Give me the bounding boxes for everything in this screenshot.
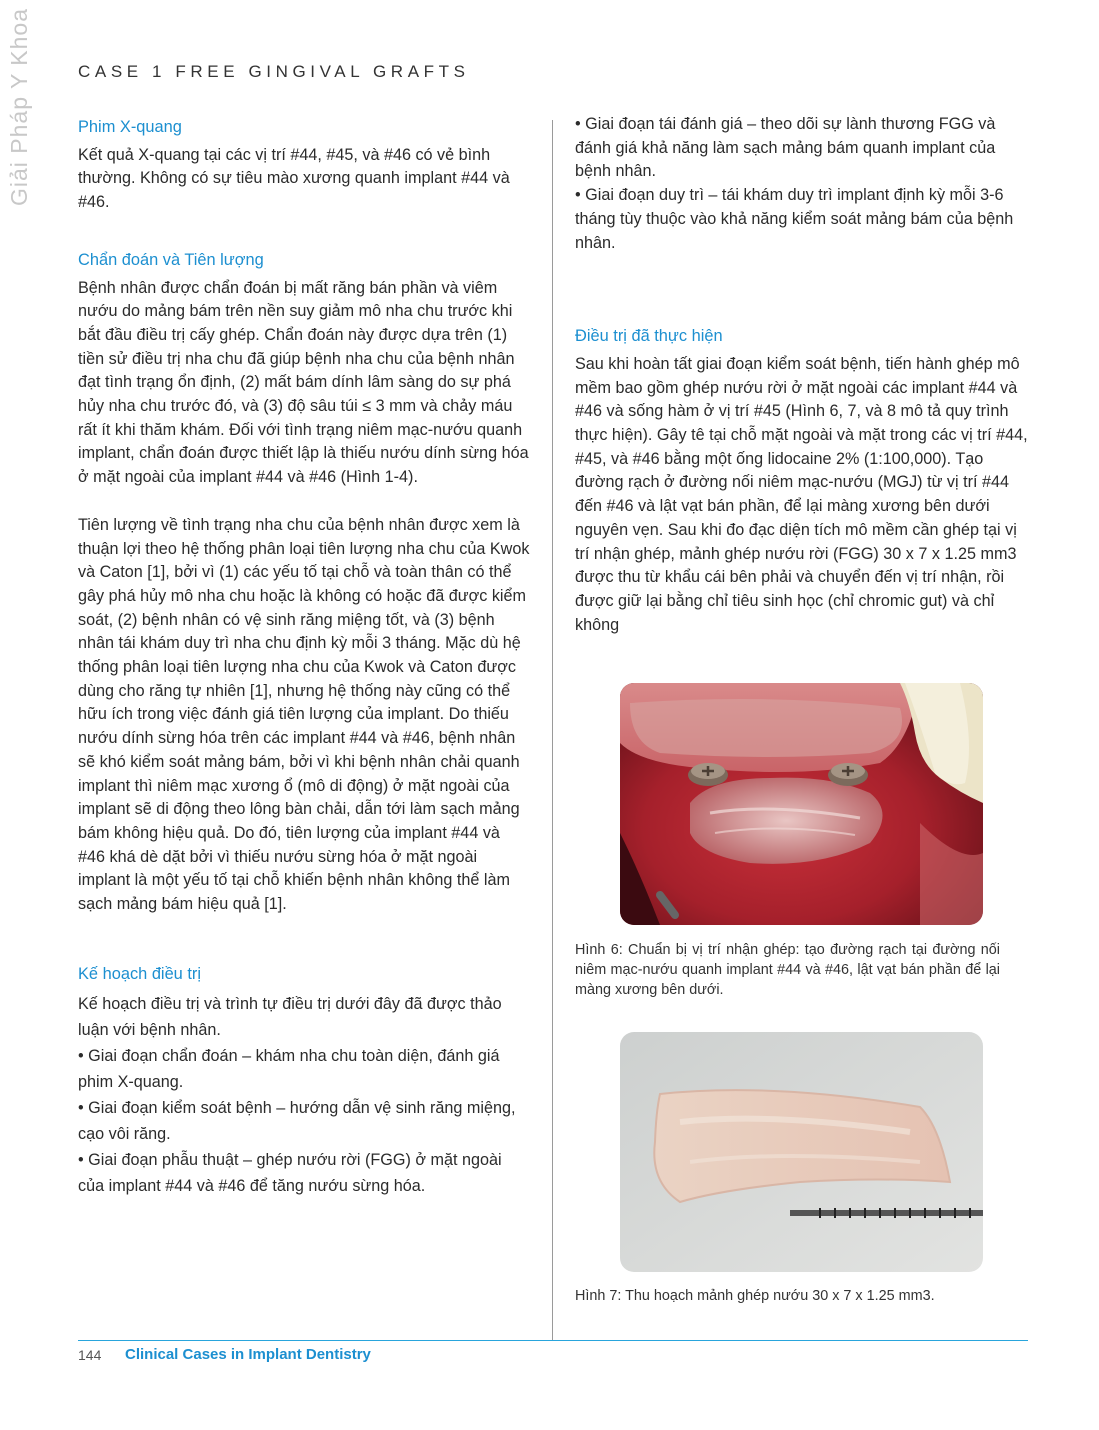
xray-heading: Phim X-quang	[78, 118, 182, 136]
figure-7-photo	[620, 1032, 983, 1272]
right-column	[575, 113, 1030, 637]
plan-item-maintenance: • Giai đoạn duy trì – tái khám duy trì implant định kỳ mỗi 3-6 tháng tùy thuộc vào khả năng kiểm soát mảng bám của bệnh nhân.	[575, 186, 1014, 252]
xray-paragraph: Kết quả X-quang tại các vị trí #44, #45, và #46 có vẻ bình thường. Không có sự tiêu mào xương quanh implant #44 và #46.	[78, 145, 510, 212]
diagnosis-paragraph: Bệnh nhân được chẩn đoán bị mất răng bán phần và viêm nướu do mảng bám trên nền suy giảm mô nha chu trước khi bắt đầu điều trị cấy ghép. Chẩn đoán này được dựa trên (1) tiền sử điều trị nha chu đã giúp bệnh nha chu của bệnh nhân đạt tình trạng ổn định, (2) mất bám dính lâm sàng do sự phá hủy nha chu trước đó, và (3) độ sâu túi ≤ 3 mm và chảy máu rất ít khi thăm khám. Đối với tình trạng niêm mạc-nướu quanh implant, chẩn đoán được thiết lập là thiếu nướu dính sừng hóa ở mặt ngoài của implant #44 và #46 (Hình 1-4).	[78, 278, 529, 487]
book-title: Clinical Cases in Implant Dentistry	[125, 1346, 371, 1363]
page-number: 144	[78, 1347, 102, 1363]
left-column	[78, 116, 530, 1199]
prognosis-paragraph: Tiên lượng về tình trạng nha chu của bệnh nhân được xem là thuận lợi theo hệ thống phân loại tiên lượng nha chu của Kwok và Caton [1], bởi vì (1) các yếu tố tại chỗ và toàn thân có thể gây phá hủy mô nha chu hoặc là không có hoặc đã được kiểm soát, (2) bệnh nhân có vệ sinh răng miệng tốt, và (3) bệnh nhân tái khám duy trì nha chu định kỳ mỗi 3 tháng. Mặc dù hệ thống phân loại tiên lượng nha chu của Kwok và Caton được dùng cho răng tự nhiên [1], nhưng hệ thống này cũng có thể hữu ích trong việc đánh giá tiên lượng của implant. Do thiếu nướu dính sừng hóa trên các implant #44 và #46, bệnh nhân sẽ khó kiểm soát mảng bám, bởi vì khi bệnh nhân chải quanh implant thì niêm mạc xương ổ (mô di động) ở mặt ngoài của implant sẽ di động theo lông bàn chải, dẫn tới làm sạch mảng bám không hiệu quả. Do đó, tiên lượng của implant #44 và #46 khá dè dặt bởi vì thiếu nướu sừng hóa ở mặt ngoài implant là một yếu tố tại chỗ khiến bệnh nhân không thể làm sạch mảng bám hiệu quả [1].	[78, 515, 530, 914]
treatment-heading: Điều trị đã thực hiện	[575, 327, 723, 346]
plan-intro: Kế hoạch điều trị và trình tự điều trị dưới đây đã được thảo luận với bệnh nhân.	[78, 994, 502, 1039]
figure-6-photo	[620, 683, 983, 925]
treatment-paragraph: Sau khi hoàn tất giai đoạn kiểm soát bệnh, tiến hành ghép mô mềm bao gồm ghép nướu rời ở mặt ngoài các implant #44 và #46 và sống hàm ở vị trí #45 (Hình 6, 7, và 8 mô tả quy trình thực hiện). Gây tê tại chỗ mặt ngoài và mặt trong các vị trí #44, #45, và #46 bằng một ống lidocaine 2% (1:100,000). Tạo đường rạch ở đường nối niêm mạc-nướu (MGJ) từ vị trí #44 đến #46 và lật vạt bán phần, để lại màng xương bên dưới nguyên vẹn. Sau khi đo đạc diện tích mô mềm cần ghép tại vị trí nhận ghép, mảnh ghép nướu rời (FGG) 30 x 7 x 1.25 mm3 được thu từ khẩu cái bên phải và chuyển đến vị trí nhận, rồi được giữ lại bằng chỉ tiêu sinh học (chỉ chromic gut) và chỉ không	[575, 354, 1028, 634]
column-divider	[552, 120, 553, 1340]
side-tab-logo: Giải Pháp Y Khoa	[6, 8, 32, 207]
plan-item-control: • Giai đoạn kiểm soát bệnh – hướng dẫn vệ sinh răng miệng, cạo vôi răng.	[78, 1098, 516, 1143]
diagnosis-heading: Chẩn đoán và Tiên lượng	[78, 250, 264, 269]
footer-rule	[78, 1340, 1028, 1341]
figure-7-caption: Hình 7: Thu hoạch mảnh ghép nướu 30 x 7 x 1.25 mm3.	[575, 1288, 935, 1304]
plan-item-surgery: • Giai đoạn phẫu thuật – ghép nướu rời (FGG) ở mặt ngoài của implant #44 và #46 để tăng nướu sừng hóa.	[78, 1150, 502, 1195]
plan-item-diagnosis: • Giai đoạn chẩn đoán – khám nha chu toàn diện, đánh giá phim X-quang.	[78, 1046, 500, 1091]
figure-6-caption: Hình 6: Chuẩn bị vị trí nhận ghép: tạo đường rạch tại đường nối niêm mạc-nướu quanh implant #44 và #46, lật vạt bán phần để lại màng xương bên dưới.	[575, 942, 1000, 998]
plan-heading: Kế hoạch điều trị	[78, 964, 202, 983]
plan-item-reevaluation: • Giai đoạn tái đánh giá – theo dõi sự lành thương FGG và đánh giá khả năng làm sạch mảng bám quanh implant của bệnh nhân.	[575, 115, 996, 181]
running-head: CASE 1 FREE GINGIVAL GRAFTS	[78, 62, 470, 81]
